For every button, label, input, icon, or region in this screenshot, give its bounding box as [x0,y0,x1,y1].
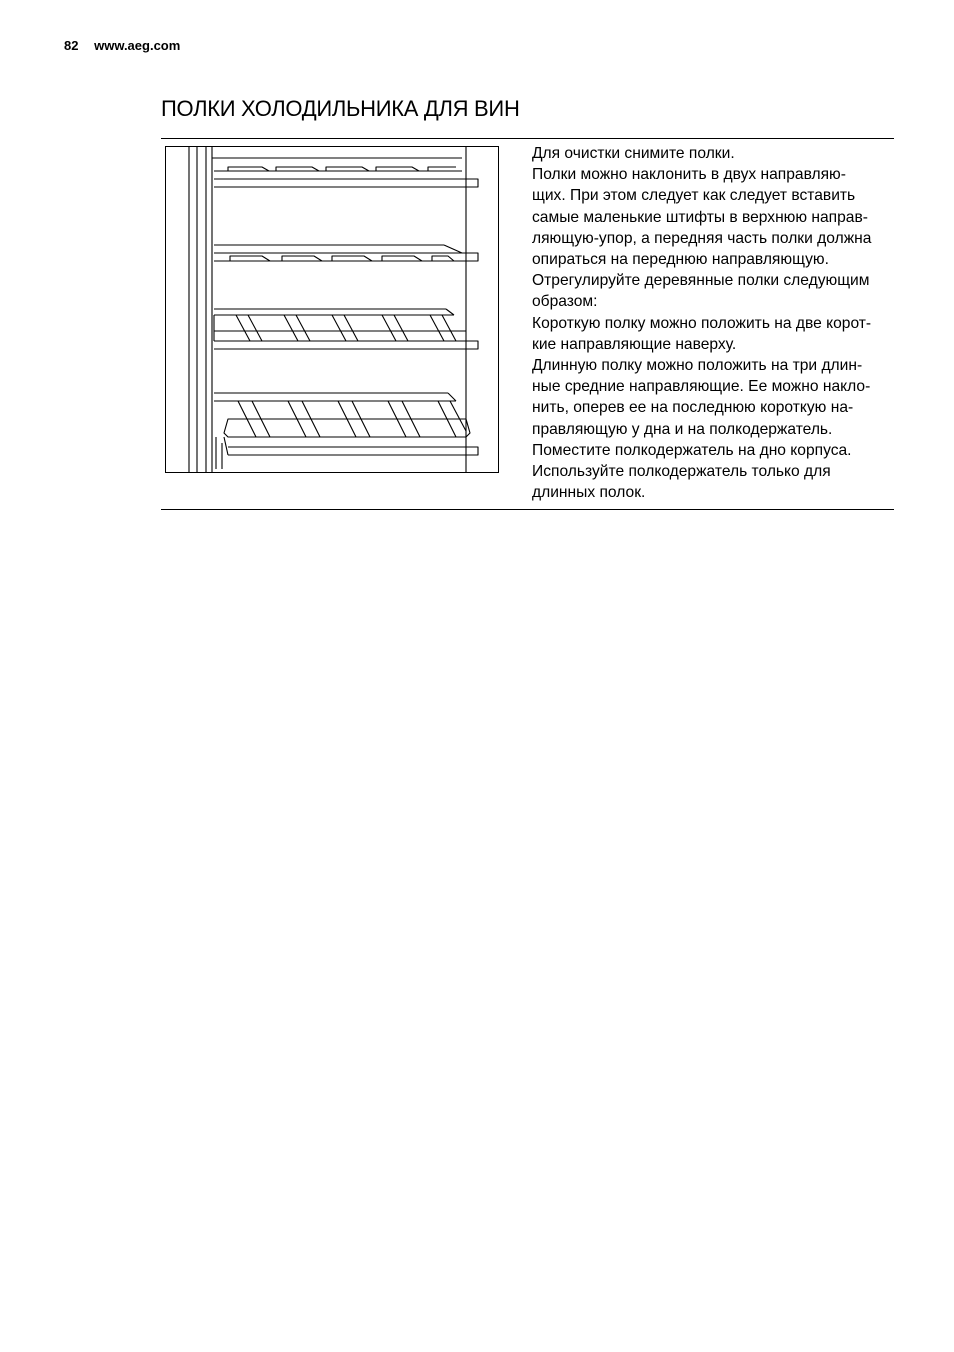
body-line: длинных полок. [532,484,646,502]
body-line: Длинную полку можно положить на три длин- [532,357,863,375]
body-line: опираться на переднюю направляющую. [532,251,829,269]
site-url: www.aeg.com [94,38,181,53]
section-body [532,143,892,503]
body-line: ные средние направляющие. Ее можно накло- [532,378,871,396]
page-number: 82 [64,38,79,53]
body-line: правляющую у дна и на полкодержатель. [532,420,833,438]
body-line: кие направляющие наверху. [532,335,737,353]
body-line: образом: [532,293,598,311]
body-line: Для очистки снимите полки. [532,145,735,162]
body-line: Короткую полку можно положить на две корот- [532,314,872,332]
body-line: Используйте полкодержатель только для [532,463,831,481]
wine-shelves-illustration [165,146,499,473]
section-title: ПОЛКИ ХОЛОДИЛЬНИКА ДЛЯ ВИН [161,96,520,121]
body-line: щих. При этом следует как следует вставить [532,187,856,205]
body-line: нить, оперев ее на последнюю короткую на- [532,399,854,417]
page-header [64,38,180,53]
top-divider [161,138,894,139]
body-line: самые маленькие штифты в верхнюю направ- [532,208,868,226]
body-line: ляющую-упор, а передняя часть полки должна [532,229,872,247]
body-line: Полки можно наклонить в двух направляю- [532,166,846,184]
bottom-divider [161,509,894,510]
body-line: Поместите полкодержатель на дно корпуса. [532,441,852,459]
body-line: Отрегулируйте деревянные полки следующим [532,272,870,290]
